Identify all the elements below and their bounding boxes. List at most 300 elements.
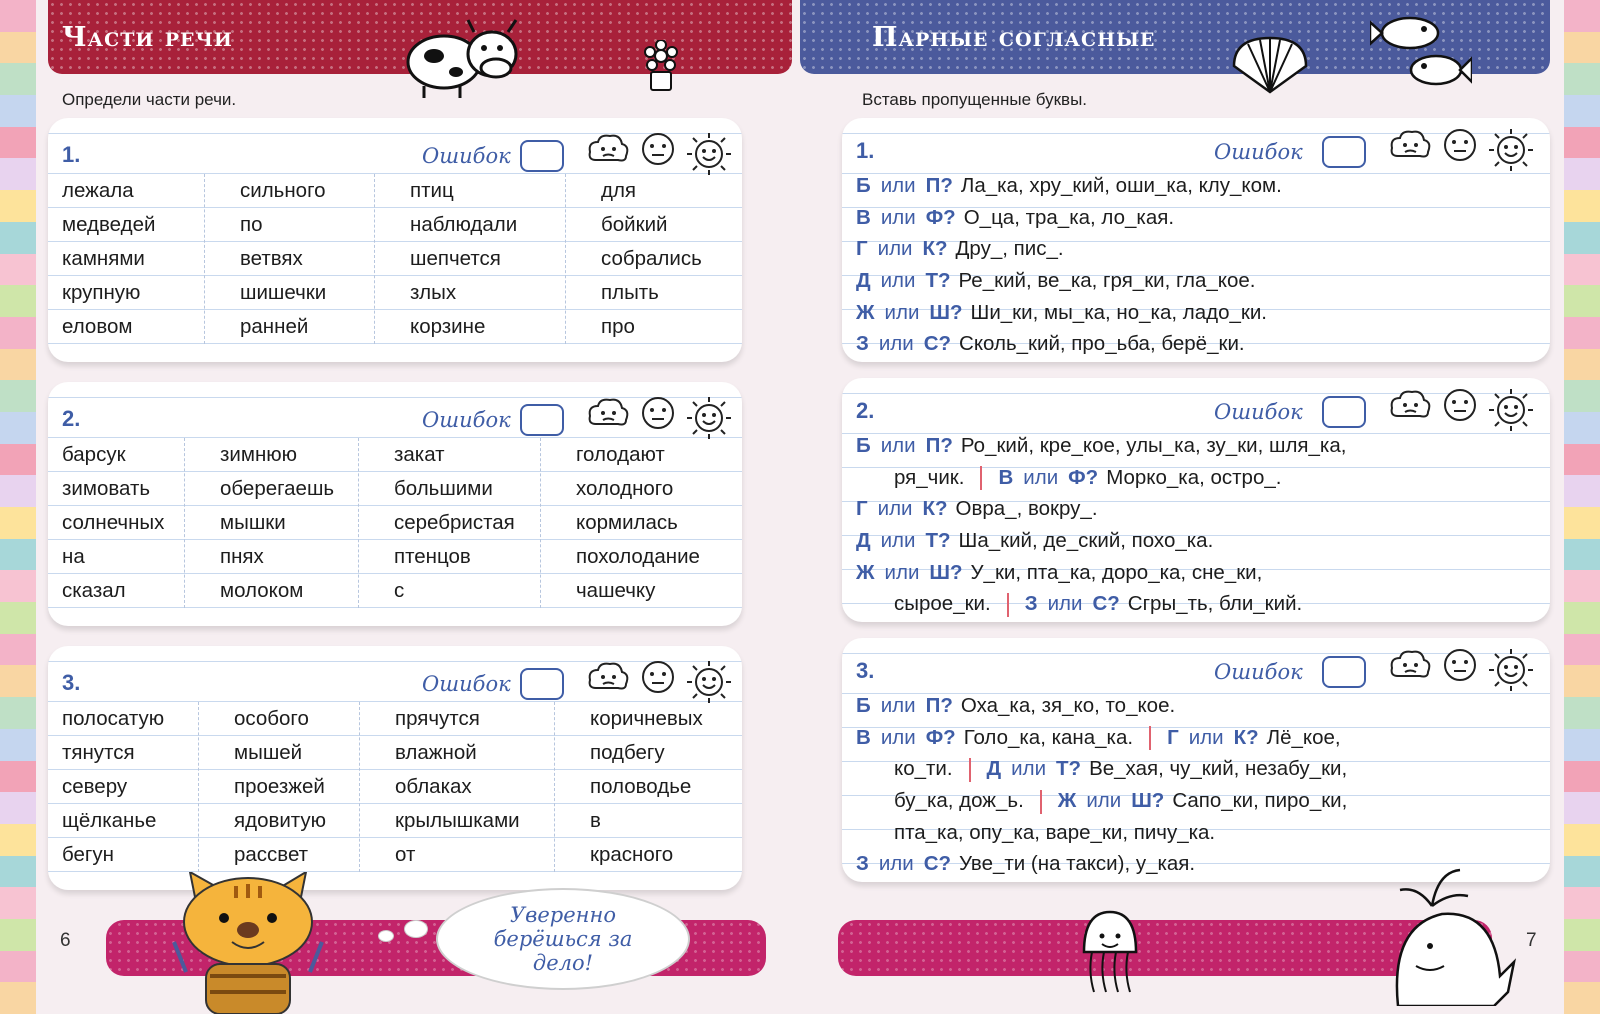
- task-words: Ве_хая, чу_кий, незабу_ки,: [1089, 757, 1348, 781]
- exercise-line: [856, 525, 1536, 557]
- word[interactable]: еловом: [62, 315, 133, 338]
- word[interactable]: полосатую: [62, 707, 165, 730]
- sun-icon[interactable]: [1488, 388, 1534, 432]
- exercise-number: 3.: [856, 658, 875, 683]
- edge-stripe: [1564, 475, 1600, 507]
- word[interactable]: шишечки: [240, 281, 327, 304]
- speech-bubble: [436, 888, 690, 990]
- word-column: [590, 702, 703, 872]
- word[interactable]: птенцов: [394, 545, 471, 568]
- consonant-letter: Б: [856, 174, 871, 197]
- task-words: Сапо_ки, пиро_ки,: [1172, 789, 1348, 813]
- task-words: Сколь_кий, про_ьба, берё_ки.: [959, 332, 1245, 356]
- consonant-letter: Б: [856, 434, 871, 457]
- errors-label: Ошибок: [422, 408, 511, 432]
- or-word: или: [880, 174, 916, 197]
- edge-stripe: [0, 190, 36, 222]
- word[interactable]: мышки: [220, 511, 286, 534]
- exercise-number: 2.: [856, 398, 875, 423]
- speech-bubble-text: Уверенно берёшься за дело!: [493, 903, 633, 975]
- right-striped-edge: [1564, 0, 1600, 1014]
- consonant-letter: Д: [986, 757, 1002, 781]
- task-words: Овра_, вокру_.: [955, 497, 1098, 521]
- consonant-letter: К?: [1233, 725, 1259, 749]
- edge-stripe: [0, 95, 36, 127]
- task-words: Ре_кий, ве_ка, гря_ки, гла_кое.: [958, 269, 1256, 293]
- separator-bar: [1040, 790, 1042, 814]
- word[interactable]: красного: [590, 843, 674, 866]
- word-column: [234, 702, 326, 872]
- word[interactable]: прячутся: [395, 707, 480, 730]
- errors-label: Ошибок: [422, 144, 511, 168]
- consonant-letter: Ф?: [925, 205, 956, 229]
- word[interactable]: молоком: [220, 579, 304, 602]
- word[interactable]: тянутся: [62, 741, 135, 764]
- neutral-face-icon[interactable]: [1442, 388, 1478, 422]
- consonant-letter: Д: [856, 269, 871, 293]
- task-words: Дру_, пис_.: [955, 237, 1064, 261]
- word[interactable]: рассвет: [234, 843, 309, 866]
- errors-count-box[interactable]: [1322, 136, 1366, 168]
- consonant-letter: Б: [856, 694, 871, 717]
- edge-stripe: [1564, 32, 1600, 64]
- task-words: Оха_ка, зя_ко, то_кое.: [960, 694, 1176, 717]
- or-word: или: [1188, 725, 1224, 749]
- word[interactable]: плыть: [601, 281, 659, 304]
- consonant-letter: Г: [1167, 725, 1179, 749]
- word[interactable]: по: [240, 213, 263, 236]
- word[interactable]: камнями: [62, 247, 145, 270]
- consonant-letter: Г: [856, 237, 868, 261]
- edge-stripe: [0, 602, 36, 634]
- word[interactable]: корзине: [410, 315, 486, 338]
- sun-icon[interactable]: [686, 660, 732, 704]
- word[interactable]: ядовитую: [234, 809, 327, 832]
- word-column: [410, 174, 517, 344]
- edge-stripe: [0, 349, 36, 381]
- edge-stripe: [1564, 919, 1600, 951]
- errors-label: Ошибок: [1214, 140, 1303, 164]
- task-words: Уве_ти (на такси), у_кая.: [959, 852, 1196, 876]
- word[interactable]: для: [601, 179, 637, 202]
- consonant-letter: Д: [856, 529, 871, 553]
- whale-icon: [1390, 866, 1516, 1006]
- column-divider: [358, 438, 359, 608]
- word-column: [62, 438, 164, 608]
- or-word: или: [877, 497, 913, 521]
- task-words: бу_ка, дож_ь.: [894, 789, 1024, 813]
- sun-icon[interactable]: [1488, 128, 1534, 172]
- left-page: [48, 0, 792, 1014]
- exercise-line: [856, 690, 1536, 722]
- consonant-letter: К?: [922, 497, 948, 521]
- consonant-letter: Ш?: [929, 300, 963, 324]
- or-word: или: [878, 852, 914, 876]
- edge-stripe: [1564, 254, 1600, 286]
- neutral-face-icon[interactable]: [640, 132, 676, 166]
- edge-stripe: [0, 254, 36, 286]
- edge-stripe: [0, 444, 36, 476]
- exercise-line: [856, 785, 1536, 817]
- word[interactable]: крупную: [62, 281, 141, 304]
- edge-stripe: [0, 475, 36, 507]
- edge-stripe: [0, 729, 36, 761]
- word[interactable]: шепчется: [410, 247, 501, 270]
- word[interactable]: барсук: [62, 443, 126, 466]
- errors-count-box[interactable]: [520, 140, 564, 172]
- exercise-rows: [856, 430, 1536, 620]
- consonant-letter: Ф?: [925, 725, 956, 749]
- word[interactable]: пнях: [220, 545, 264, 568]
- consonant-letter: П?: [925, 174, 953, 197]
- cloud-icon[interactable]: [1388, 648, 1432, 682]
- edge-stripe: [0, 761, 36, 793]
- edge-stripe: [0, 570, 36, 602]
- right-page: [800, 0, 1550, 1014]
- task-words: Морко_ка, остро_.: [1106, 465, 1282, 489]
- task-words: ко_ти.: [894, 757, 953, 781]
- exercise-card: [842, 378, 1550, 622]
- sun-icon[interactable]: [1488, 648, 1534, 692]
- word[interactable]: в: [590, 809, 601, 832]
- word[interactable]: коричневых: [590, 707, 703, 730]
- exercise-line: [856, 430, 1536, 462]
- word[interactable]: бегун: [62, 843, 114, 866]
- edge-stripe: [1564, 507, 1600, 539]
- errors-count-box[interactable]: [1322, 656, 1366, 688]
- word[interactable]: крылышками: [395, 809, 520, 832]
- or-word: или: [878, 332, 914, 356]
- column-divider: [198, 702, 199, 872]
- consonant-letter: С?: [1092, 592, 1120, 616]
- left-striped-edge: [0, 0, 36, 1014]
- bubble-dot: [404, 920, 428, 938]
- errors-count-box[interactable]: [520, 404, 564, 436]
- bubble-dot: [378, 930, 394, 942]
- or-word: или: [1086, 789, 1122, 813]
- consonant-letter: З: [1024, 592, 1038, 616]
- edge-stripe: [1564, 570, 1600, 602]
- cloud-icon[interactable]: [586, 396, 630, 430]
- cloud-icon[interactable]: [586, 132, 630, 166]
- word[interactable]: похолодание: [576, 545, 700, 568]
- consonant-letter: П?: [925, 694, 953, 717]
- consonant-letter: З: [856, 852, 869, 876]
- exercise-card: [842, 118, 1550, 362]
- separator-bar: [980, 466, 982, 490]
- word[interactable]: ранней: [240, 315, 309, 338]
- page-number-left: 6: [60, 930, 71, 951]
- column-divider: [565, 174, 566, 344]
- consonant-letter: Ж: [1057, 789, 1077, 813]
- edge-stripe: [1564, 634, 1600, 666]
- edge-stripe: [0, 792, 36, 824]
- or-word: или: [1047, 592, 1083, 616]
- word[interactable]: бойкий: [601, 213, 668, 236]
- edge-stripe: [1564, 824, 1600, 856]
- consonant-letter: З: [856, 332, 869, 356]
- edge-stripe: [1564, 444, 1600, 476]
- exercise-line: [856, 297, 1536, 329]
- exercise-line: [856, 233, 1536, 265]
- or-word: или: [1011, 757, 1047, 781]
- left-header: [48, 0, 792, 74]
- consonant-letter: В: [856, 205, 871, 229]
- word[interactable]: от: [395, 843, 416, 866]
- word[interactable]: влажной: [395, 741, 477, 764]
- mood-faces: [1388, 128, 1534, 172]
- or-word: или: [884, 560, 920, 584]
- edge-stripe: [1564, 887, 1600, 919]
- exercise-line: [856, 493, 1536, 525]
- word[interactable]: голодают: [576, 443, 665, 466]
- exercise-line: [856, 462, 1536, 494]
- task-words: Голо_ка, кана_ка.: [963, 725, 1134, 749]
- left-instruction: Определи части речи.: [62, 90, 237, 109]
- errors-count-box[interactable]: [1322, 396, 1366, 428]
- word[interactable]: кормилась: [576, 511, 678, 534]
- word[interactable]: лежала: [62, 179, 134, 202]
- edge-stripe: [0, 665, 36, 697]
- or-word: или: [880, 694, 916, 717]
- errors-label: Ошибок: [1214, 660, 1303, 684]
- consonant-letter: В: [998, 465, 1014, 489]
- edge-stripe: [1564, 602, 1600, 634]
- word[interactable]: на: [62, 545, 85, 568]
- neutral-face-icon[interactable]: [640, 396, 676, 430]
- consonant-letter: Ш?: [1131, 789, 1165, 813]
- edge-stripe: [1564, 729, 1600, 761]
- cloud-icon[interactable]: [1388, 388, 1432, 422]
- edge-stripe: [1564, 697, 1600, 729]
- consonant-letter: Т?: [925, 529, 951, 553]
- exercise-number: 1.: [856, 138, 875, 163]
- exercise-line: [856, 722, 1536, 754]
- word[interactable]: северу: [62, 775, 128, 798]
- consonant-letter: Т?: [1056, 757, 1082, 781]
- consonant-letter: П?: [925, 434, 953, 457]
- edge-stripe: [0, 951, 36, 983]
- neutral-face-icon[interactable]: [1442, 648, 1478, 682]
- word[interactable]: подбегу: [590, 741, 665, 764]
- cloud-icon[interactable]: [586, 660, 630, 694]
- or-word: или: [877, 237, 913, 261]
- right-header: [800, 0, 1550, 74]
- edge-stripe: [0, 507, 36, 539]
- edge-stripe: [0, 127, 36, 159]
- word[interactable]: солнечных: [62, 511, 165, 534]
- edge-stripe: [0, 856, 36, 888]
- right-header-title: Парные согласные: [872, 22, 1156, 53]
- page-number-right: 7: [1526, 930, 1537, 951]
- word[interactable]: зимнюю: [220, 443, 298, 466]
- exercise-card: [48, 118, 742, 362]
- word[interactable]: сильного: [240, 179, 326, 202]
- exercise-number: 3.: [62, 670, 81, 695]
- word[interactable]: чашечку: [576, 579, 656, 602]
- neutral-face-icon[interactable]: [1442, 128, 1478, 162]
- exercise-line: [856, 202, 1536, 234]
- word[interactable]: медведей: [62, 213, 156, 236]
- column-divider: [359, 702, 360, 872]
- edge-stripe: [1564, 317, 1600, 349]
- mood-faces: [586, 660, 732, 704]
- consonant-letter: К?: [922, 237, 948, 261]
- fish-icon: [1408, 52, 1472, 88]
- consonant-letter: В: [856, 725, 871, 749]
- cloud-icon[interactable]: [1388, 128, 1432, 162]
- edge-stripe: [1564, 539, 1600, 571]
- task-words: О_ца, тра_ка, ло_кая.: [963, 205, 1175, 229]
- or-word: или: [880, 434, 916, 457]
- word-column: [601, 174, 702, 344]
- exercise-line: [856, 588, 1536, 620]
- word[interactable]: особого: [234, 707, 309, 730]
- edge-stripe: [0, 317, 36, 349]
- consonant-letter: Ш?: [929, 560, 963, 584]
- neutral-face-icon[interactable]: [640, 660, 676, 694]
- exercise-line: [856, 753, 1536, 785]
- task-words: Ла_ка, хру_кий, оши_ка, клу_ком.: [960, 174, 1282, 197]
- cat-icon: [166, 872, 366, 1014]
- column-divider: [540, 438, 541, 608]
- edge-stripe: [1564, 665, 1600, 697]
- edge-stripe: [1564, 285, 1600, 317]
- consonant-letter: С?: [923, 852, 952, 876]
- mood-faces: [1388, 648, 1534, 692]
- exercise-rows: [856, 170, 1536, 360]
- exercise-card: [48, 646, 742, 890]
- consonant-letter: Ж: [856, 300, 875, 324]
- word[interactable]: закат: [394, 443, 445, 466]
- exercise-card: [48, 382, 742, 626]
- task-words: пта_ка, опу_ка, варе_ки, пичу_ка.: [894, 820, 1216, 844]
- consonant-letter: Ф?: [1068, 465, 1099, 489]
- word-column: [394, 438, 515, 608]
- word-column: [395, 702, 520, 872]
- edge-stripe: [1564, 95, 1600, 127]
- exercise-line: [856, 265, 1536, 297]
- edge-stripe: [0, 380, 36, 412]
- edge-stripe: [0, 919, 36, 951]
- separator-bar: [1007, 593, 1009, 617]
- or-word: или: [880, 725, 916, 749]
- exercise-card: [842, 638, 1550, 882]
- edge-stripe: [1564, 349, 1600, 381]
- exercise-number: 1.: [62, 142, 81, 167]
- consonant-letter: Ж: [856, 560, 875, 584]
- task-words: Лё_кое,: [1266, 725, 1341, 749]
- task-words: Сгры_ть, бли_кий.: [1127, 592, 1303, 616]
- or-word: или: [880, 205, 916, 229]
- word[interactable]: ветвях: [240, 247, 303, 270]
- consonant-letter: С?: [923, 332, 952, 356]
- task-words: Ро_кий, кре_кое, улы_ка, зу_ки, шля_ка,: [960, 434, 1347, 457]
- flower-pot-icon: [640, 40, 682, 92]
- exercise-number: 2.: [62, 406, 81, 431]
- word[interactable]: оберегаешь: [220, 477, 335, 500]
- word[interactable]: злых: [410, 281, 457, 304]
- task-words: Ша_кий, де_ский, похо_ка.: [958, 529, 1214, 553]
- edge-stripe: [1564, 792, 1600, 824]
- edge-stripe: [1564, 190, 1600, 222]
- errors-label: Ошибок: [1214, 400, 1303, 424]
- consonant-letter: Г: [856, 497, 868, 521]
- word[interactable]: наблюдали: [410, 213, 518, 236]
- column-divider: [204, 174, 205, 344]
- edge-stripe: [1564, 982, 1600, 1014]
- edge-stripe: [0, 697, 36, 729]
- word[interactable]: холодного: [576, 477, 674, 500]
- column-divider: [184, 438, 185, 608]
- edge-stripe: [0, 0, 36, 32]
- edge-stripe: [0, 222, 36, 254]
- right-instruction: Вставь пропущенные буквы.: [862, 90, 1088, 109]
- exercise-line: [856, 328, 1536, 360]
- mood-faces: [586, 396, 732, 440]
- word[interactable]: облаках: [395, 775, 472, 798]
- word[interactable]: большими: [394, 477, 493, 500]
- word[interactable]: мышей: [234, 741, 303, 764]
- edge-stripe: [0, 887, 36, 919]
- edge-stripe: [0, 63, 36, 95]
- word-column: [220, 438, 334, 608]
- word[interactable]: щёлканье: [62, 809, 157, 832]
- word[interactable]: собрались: [601, 247, 702, 270]
- edge-stripe: [1564, 127, 1600, 159]
- word[interactable]: птиц: [410, 179, 454, 202]
- word[interactable]: серебристая: [394, 511, 515, 534]
- separator-bar: [1149, 726, 1151, 750]
- or-word: или: [880, 269, 916, 293]
- edge-stripe: [0, 982, 36, 1014]
- cow-icon: [404, 14, 528, 100]
- word-column: [576, 438, 700, 608]
- seashell-icon: [1230, 36, 1310, 94]
- word[interactable]: сказал: [62, 579, 126, 602]
- sun-icon[interactable]: [686, 132, 732, 176]
- or-word: или: [884, 300, 920, 324]
- mood-faces: [1388, 388, 1534, 432]
- edge-stripe: [1564, 0, 1600, 32]
- word-column: [62, 702, 164, 872]
- word[interactable]: проезжей: [234, 775, 325, 798]
- mood-faces: [586, 132, 732, 176]
- word[interactable]: половодье: [590, 775, 692, 798]
- edge-stripe: [1564, 412, 1600, 444]
- task-words: У_ки, пта_ка, доро_ка, сне_ки,: [970, 560, 1263, 584]
- edge-stripe: [1564, 380, 1600, 412]
- errors-label: Ошибок: [422, 672, 511, 696]
- column-divider: [374, 174, 375, 344]
- word-column: [62, 174, 155, 344]
- sun-icon[interactable]: [686, 396, 732, 440]
- errors-count-box[interactable]: [520, 668, 564, 700]
- word[interactable]: про: [601, 315, 635, 338]
- edge-stripe: [1564, 63, 1600, 95]
- edge-stripe: [0, 539, 36, 571]
- or-word: или: [1023, 465, 1059, 489]
- word[interactable]: зимовать: [62, 477, 151, 500]
- jellyfish-icon: [1080, 908, 1140, 994]
- word-column: [240, 174, 326, 344]
- edge-stripe: [0, 634, 36, 666]
- word[interactable]: с: [394, 579, 405, 602]
- separator-bar: [969, 758, 971, 782]
- fish-icon: [1370, 14, 1440, 52]
- consonant-letter: Т?: [925, 269, 951, 293]
- edge-stripe: [1564, 222, 1600, 254]
